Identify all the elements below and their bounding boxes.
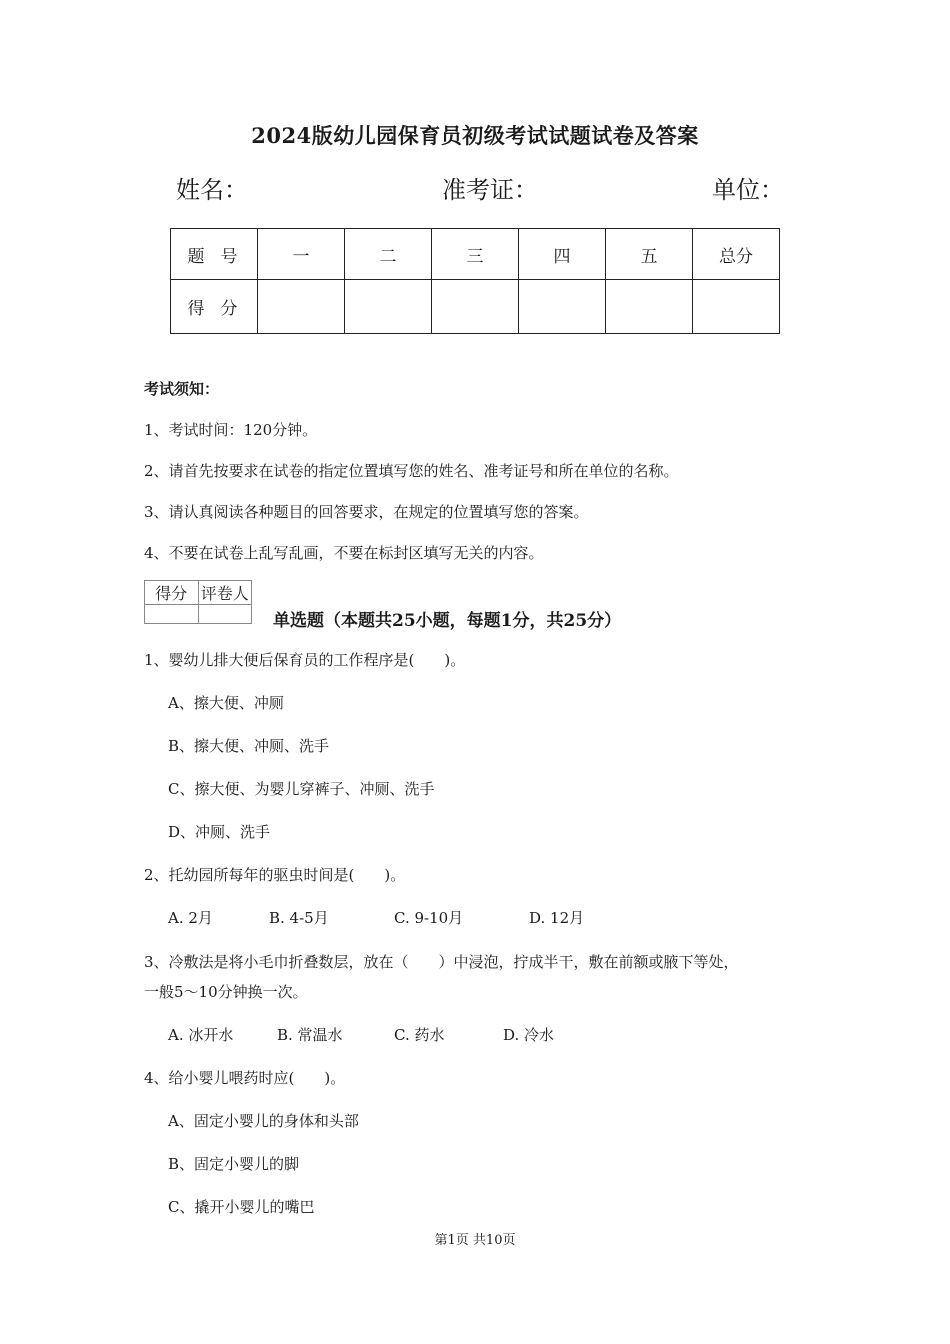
score-table-header-cell: 题号	[171, 229, 258, 280]
page-footer: 第1页 共10页	[434, 1233, 516, 1248]
question-option: A、固定小婴儿的身体和头部	[168, 1112, 359, 1130]
question-option: C. 药水	[394, 1026, 445, 1044]
question-stem: 4、给小婴儿喂药时应( )。	[144, 1069, 346, 1087]
score-row-label: 得分	[171, 280, 258, 334]
score-cell[interactable]	[345, 280, 432, 334]
question-stem-continuation: 一般5～10分钟换一次。	[144, 983, 308, 1001]
score-table	[170, 228, 780, 334]
question-option: B. 常温水	[277, 1026, 343, 1044]
question-stem: 2、托幼园所每年的驱虫时间是( )。	[144, 866, 406, 884]
question-option: A. 冰开水	[168, 1026, 234, 1044]
score-cell[interactable]	[432, 280, 519, 334]
notice-item: 4、不要在试卷上乱写乱画，不要在标封区填写无关的内容。	[144, 544, 544, 562]
notice-item: 2、请首先按要求在试卷的指定位置填写您的姓名、准考证号和所在单位的名称。	[144, 462, 679, 480]
grader-box-grader-label: 评卷人	[198, 581, 252, 605]
question-option: C、擦大便、为婴儿穿裤子、冲厕、洗手	[168, 780, 435, 798]
score-table-header-cell: 四	[519, 229, 606, 280]
grader-box	[144, 580, 252, 624]
score-cell[interactable]	[258, 280, 345, 334]
grader-box-grader-cell[interactable]	[198, 605, 252, 624]
score-table-score-row	[171, 280, 780, 334]
question-option: B、固定小婴儿的脚	[168, 1155, 300, 1173]
grader-box-score-label: 得分	[145, 581, 199, 605]
question-option: C、撬开小婴儿的嘴巴	[168, 1198, 315, 1216]
question-option: B. 4-5月	[269, 909, 329, 927]
section-heading: 单选题（本题共25小题，每题1分，共25分）	[273, 611, 622, 631]
score-cell[interactable]	[519, 280, 606, 334]
question-option: D. 冷水	[503, 1026, 555, 1044]
notice-item: 3、请认真阅读各种题目的回答要求，在规定的位置填写您的答案。	[144, 503, 589, 521]
score-table-header-row	[171, 229, 780, 280]
score-table-header-cell: 二	[345, 229, 432, 280]
score-table-header-cell: 总分	[693, 229, 780, 280]
notice-item: 1、考试时间：120分钟。	[144, 421, 318, 439]
score-cell[interactable]	[606, 280, 693, 334]
score-table-header-cell: 三	[432, 229, 519, 280]
grader-box-score-cell[interactable]	[145, 605, 199, 624]
score-table-header-cell: 五	[606, 229, 693, 280]
score-cell[interactable]	[693, 280, 780, 334]
question-option: C. 9-10月	[394, 909, 464, 927]
unit-field-label: 单位：	[712, 176, 784, 204]
exam-id-field-label: 准考证：	[442, 176, 538, 204]
question-option: A、擦大便、冲厕	[168, 694, 284, 712]
question-option: D、冲厕、洗手	[168, 823, 271, 841]
page-title: 2024版幼儿园保育员初级考试试题试卷及答案	[251, 123, 699, 148]
question-stem: 3、冷敷法是将小毛巾折叠数层，放在（ ）中浸泡，拧成半干，敷在前额或腋下等处，	[144, 953, 739, 971]
question-option: D. 12月	[529, 909, 585, 927]
question-option: B、擦大便、冲厕、洗手	[168, 737, 330, 755]
notice-heading: 考试须知：	[144, 380, 220, 398]
score-table-header-cell: 一	[258, 229, 345, 280]
question-option: A. 2月	[168, 909, 213, 927]
name-field-label: 姓名：	[176, 176, 248, 204]
question-stem: 1、婴幼儿排大便后保育员的工作程序是( )。	[144, 651, 466, 669]
